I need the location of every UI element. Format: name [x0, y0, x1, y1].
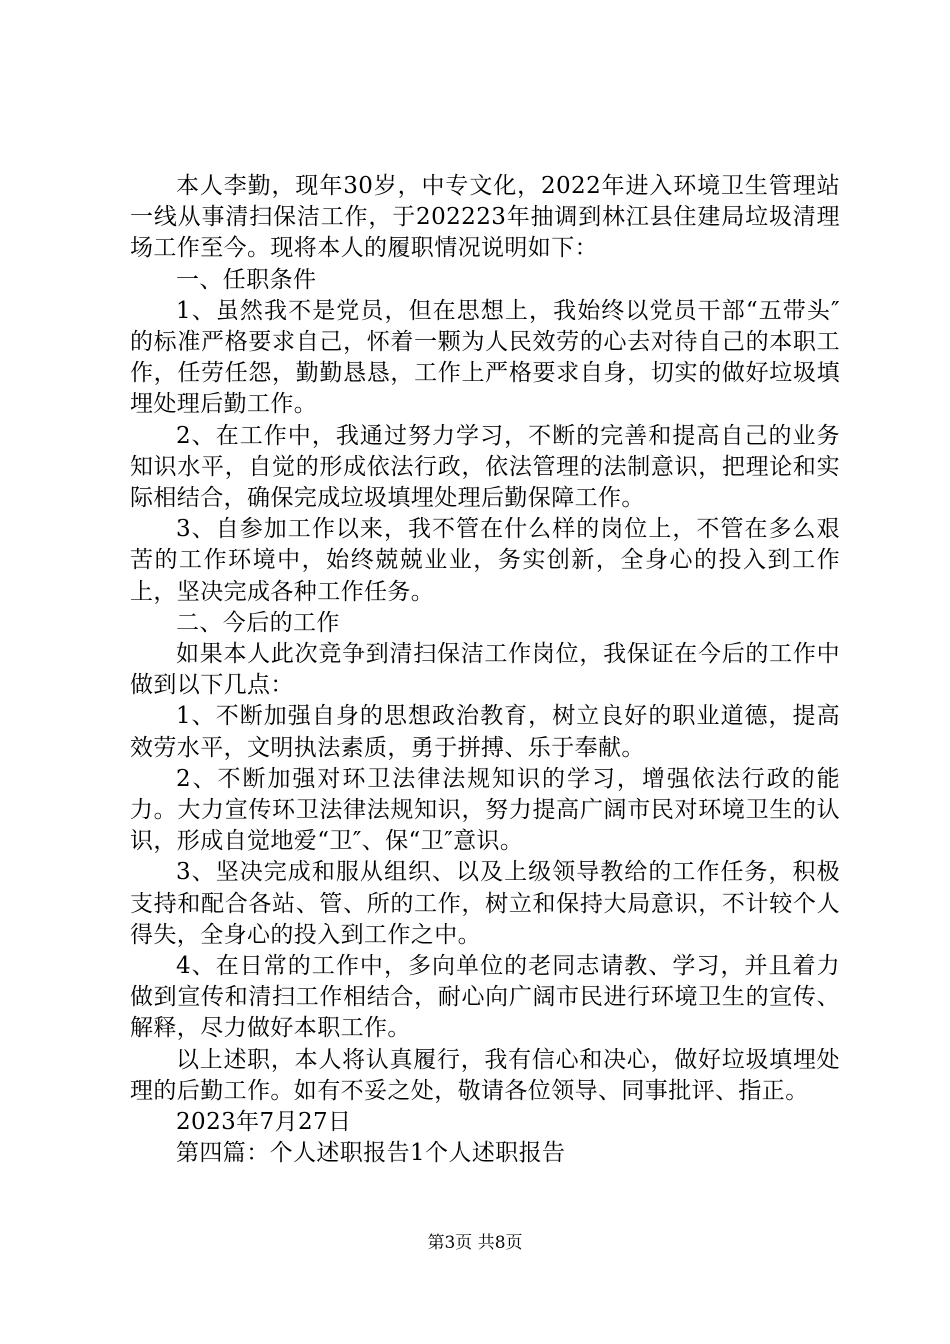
- document-body: [130, 171, 840, 1170]
- paragraph-future-1: 1、不断加强自身的思想政治教育，树立良好的职业道德，提高效劳水平，文明执法素质，勇于拼搏、乐于奉献。: [130, 703, 840, 761]
- paragraph-future-intro: 如果本人此次竞争到清扫保洁工作岗位，我保证在今后的工作中做到以下几点：: [130, 641, 840, 699]
- section-heading-qualifications: 一、任职条件: [176, 266, 317, 293]
- paragraph-qualification-3: 3、自参加工作以来，我不管在什么样的岗位上，不管在多么艰苦的工作环境中，始终兢兢业业，务实创新，全身心的投入到工作上，坚决完成各种工作任务。: [130, 516, 840, 605]
- next-section-title: 第四篇：个人述职报告1个人述职报告: [176, 1140, 566, 1167]
- paragraph-future-3: 3、坚决完成和服从组织、以及上级领导教给的工作任务，积极支持和配合各站、管、所的工作，树立和保持大局意识，不计较个人得失，全身心的投入到工作之中。: [130, 859, 840, 948]
- page-footer: 第3页 共8页: [427, 1233, 523, 1253]
- paragraph-future-4: 4、在日常的工作中，多向单位的老同志请教、学习，并且着力做到宣传和清扫工作相结合，耐心向广阔市民进行环境卫生的宣传、解释，尽力做好本职工作。: [130, 953, 840, 1042]
- paragraph-future-2: 2、不断加强对环卫法律法规知识的学习，增强依法行政的能力。大力宣传环卫法律法规知识，努力提高广阔市民对环境卫生的认识，形成自觉地爱“卫″、保“卫″意识。: [130, 765, 840, 855]
- paragraph-qualification-2: 2、在工作中，我通过努力学习，不断的完善和提高自己的业务知识水平，自觉的形成依法行政，依法管理的法制意识，把理论和实际相结合，确保完成垃圾填埋处理后勤保障工作。: [130, 422, 840, 512]
- paragraph-intro: 本人李勤，现年30岁，中专文化，2022年进入环境卫生管理站一线从事清扫保洁工作，于202223年抽调到林江县住建局垃圾清理场工作至今。现将本人的履职情况说明如下：: [130, 173, 840, 262]
- section-heading-future-work: 二、今后的工作: [176, 609, 340, 636]
- paragraph-qualification-1: 1、虽然我不是党员，但在思想上，我始终以党员干部“五带头″的标准严格要求自己，怀着一颗为人民效劳的心去对待自己的本职工作，任劳任怨，勤勤恳恳，工作上严格要求自身，切实的做好垃圾填埋处理后勤工作。: [130, 297, 840, 418]
- date-line: 2023年7月27日: [176, 1109, 352, 1136]
- paragraph-closing: 以上述职，本人将认真履行，我有信心和决心，做好垃圾填埋处理的后勤工作。如有不妥之处，敬请各位领导、同事批评、指正。: [130, 1046, 840, 1104]
